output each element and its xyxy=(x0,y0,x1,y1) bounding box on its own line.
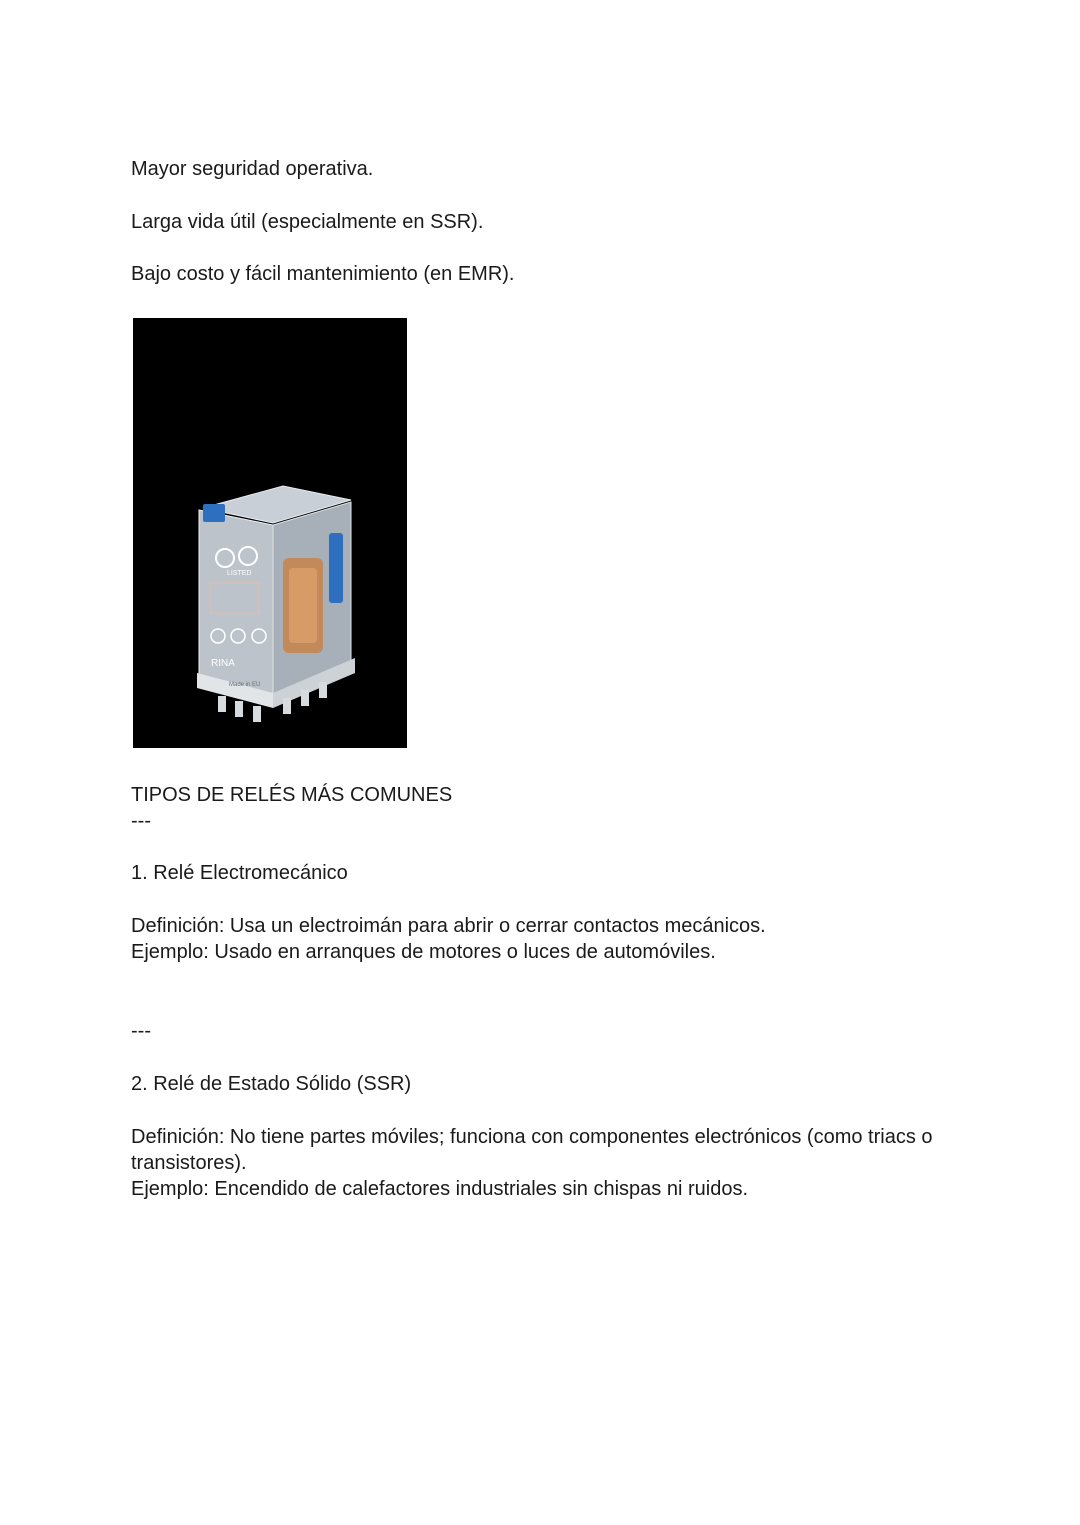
benefit-line-1: Mayor seguridad operativa. xyxy=(131,158,374,180)
separator-2: --- xyxy=(131,1020,151,1042)
benefit-line-2: Larga vida útil (especialmente en SSR). xyxy=(131,211,484,233)
benefit-line-3: Bajo costo y fácil mantenimiento (en EMR). xyxy=(131,263,515,285)
relay-photo xyxy=(133,318,407,748)
type1-title: 1. Relé Electromecánico xyxy=(131,862,348,884)
type2-title: 2. Relé de Estado Sólido (SSR) xyxy=(131,1073,412,1095)
label-made-in-text: Made in EU xyxy=(229,682,261,688)
type2-example: Ejemplo: Encendido de calefactores industriales sin chispas ni ruidos. xyxy=(131,1178,749,1200)
type1-example: Ejemplo: Usado en arranques de motores o luces de automóviles. xyxy=(131,941,716,963)
type1-definition: Definición: Usa un electroimán para abrir o cerrar contactos mecánicos. xyxy=(131,915,766,937)
label-brand-text: RINA xyxy=(211,658,235,669)
separator-1: --- xyxy=(131,810,151,832)
section-title: TIPOS DE RELÉS MÁS COMUNES xyxy=(131,784,453,806)
type2-definition: Definición: No tiene partes móviles; funciona con componentes electrónicos (como triacs o transistores). xyxy=(131,1126,933,1174)
label-listed-text: LISTED xyxy=(227,570,252,577)
